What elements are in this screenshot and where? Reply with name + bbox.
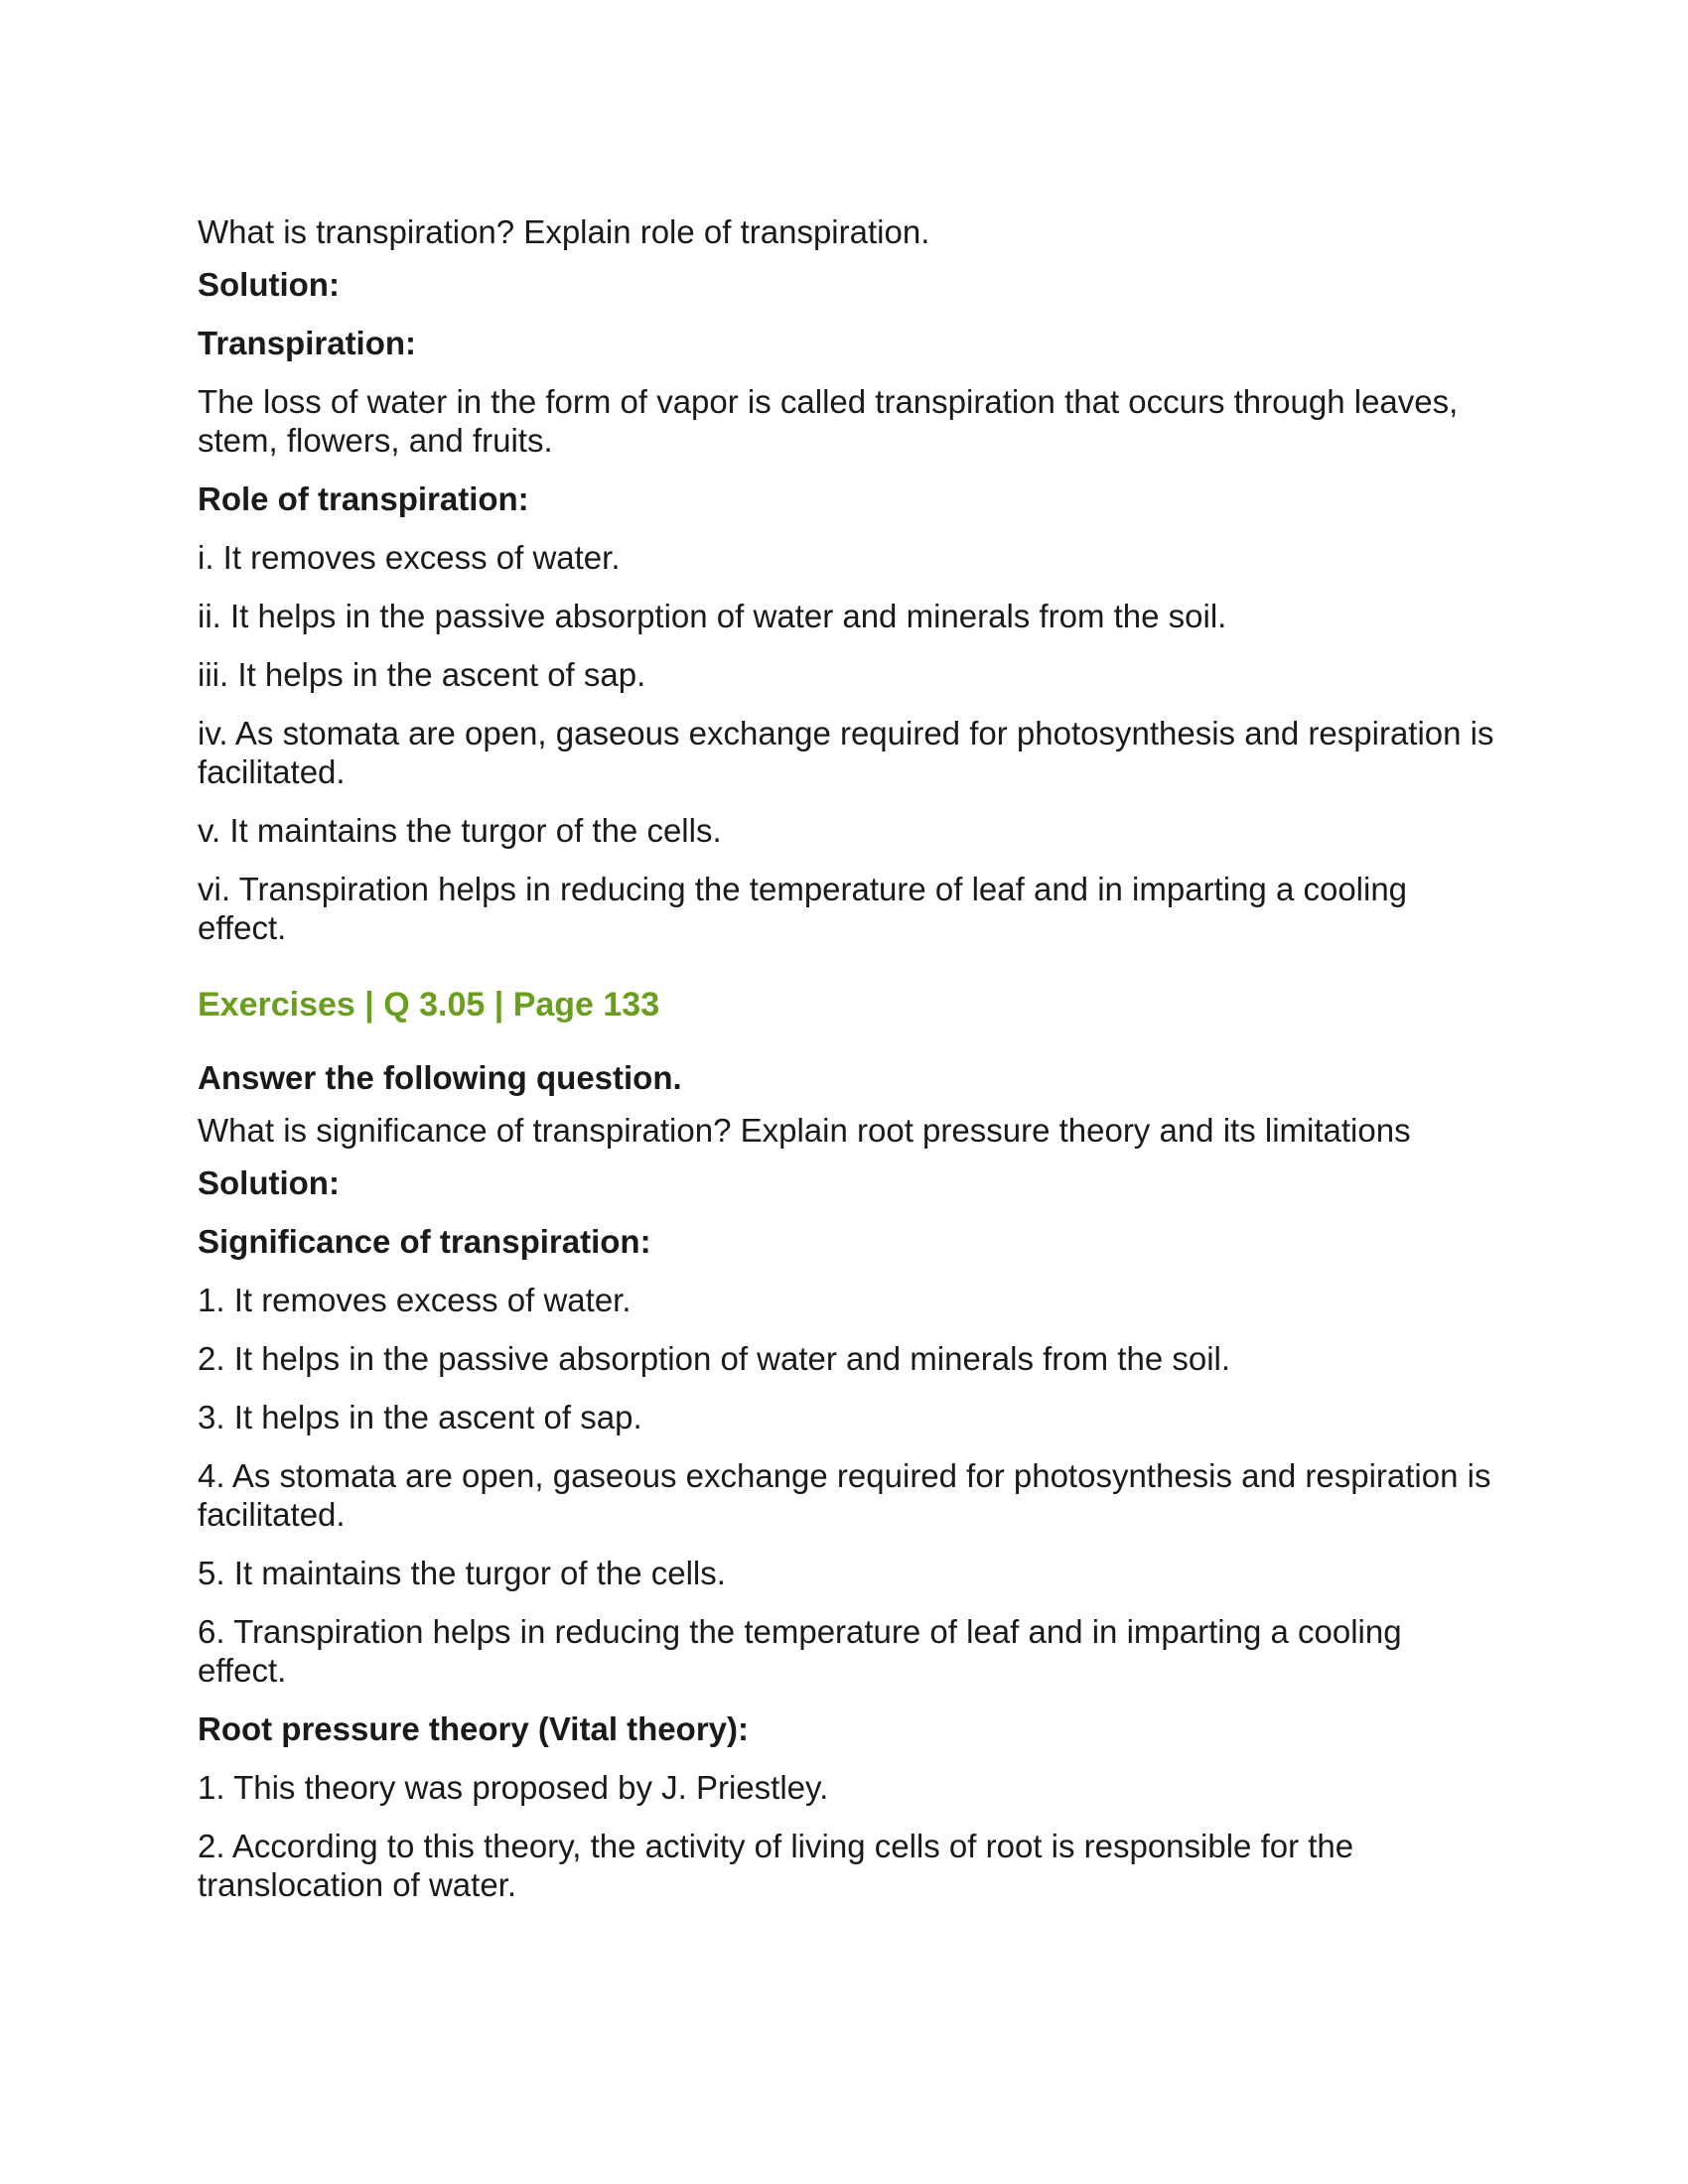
theory-item: 2. According to this theory, the activity of living cells of root is responsible for the translocation of water. [198,1828,1354,1903]
instruction-text: Answer the following question. [198,1059,682,1096]
question-text: What is significance of transpiration? Explain root pressure theory and its limitations [198,1112,1411,1149]
role-item: iv. As stomata are open, gaseous exchange required for photosynthesis and respiration is facilitated. [198,715,1494,790]
significance-item: 4. As stomata are open, gaseous exchange required for photosynthesis and respiration is facilitated. [198,1457,1491,1533]
role-item: iii. It helps in the ascent of sap. [198,656,646,693]
role-item: v. It maintains the turgor of the cells. [198,812,722,849]
significance-item: 1. It removes excess of water. [198,1282,632,1318]
question-text: What is transpiration? Explain role of transpiration. [198,213,930,250]
solution-label: Solution: [198,1164,340,1201]
role-item: vi. Transpiration helps in reducing the temperature of leaf and in imparting a cooling effect. [198,871,1408,946]
significance-item: 6. Transpiration helps in reducing the temperature of leaf and in imparting a cooling effect. [198,1613,1402,1689]
definition-text: The loss of water in the form of vapor is called transpiration that occurs through leaves, stem, flowers, and fruits. [198,383,1459,459]
significance-item: 3. It helps in the ascent of sap. [198,1399,642,1435]
document-page [198,212,1498,1924]
role-heading: Role of transpiration: [198,480,529,517]
solution-label: Solution: [198,266,340,303]
role-item: i. It removes excess of water. [198,539,621,576]
section-title: Exercises | Q 3.05 | Page 133 [198,986,660,1024]
theory-item: 1. This theory was proposed by J. Priestley. [198,1769,829,1806]
theory-heading: Root pressure theory (Vital theory): [198,1710,749,1747]
role-item: ii. It helps in the passive absorption of water and minerals from the soil. [198,598,1227,634]
significance-item: 2. It helps in the passive absorption of water and minerals from the soil. [198,1340,1231,1377]
transpiration-heading: Transpiration: [198,325,417,361]
significance-heading: Significance of transpiration: [198,1223,651,1260]
significance-item: 5. It maintains the turgor of the cells. [198,1555,726,1591]
